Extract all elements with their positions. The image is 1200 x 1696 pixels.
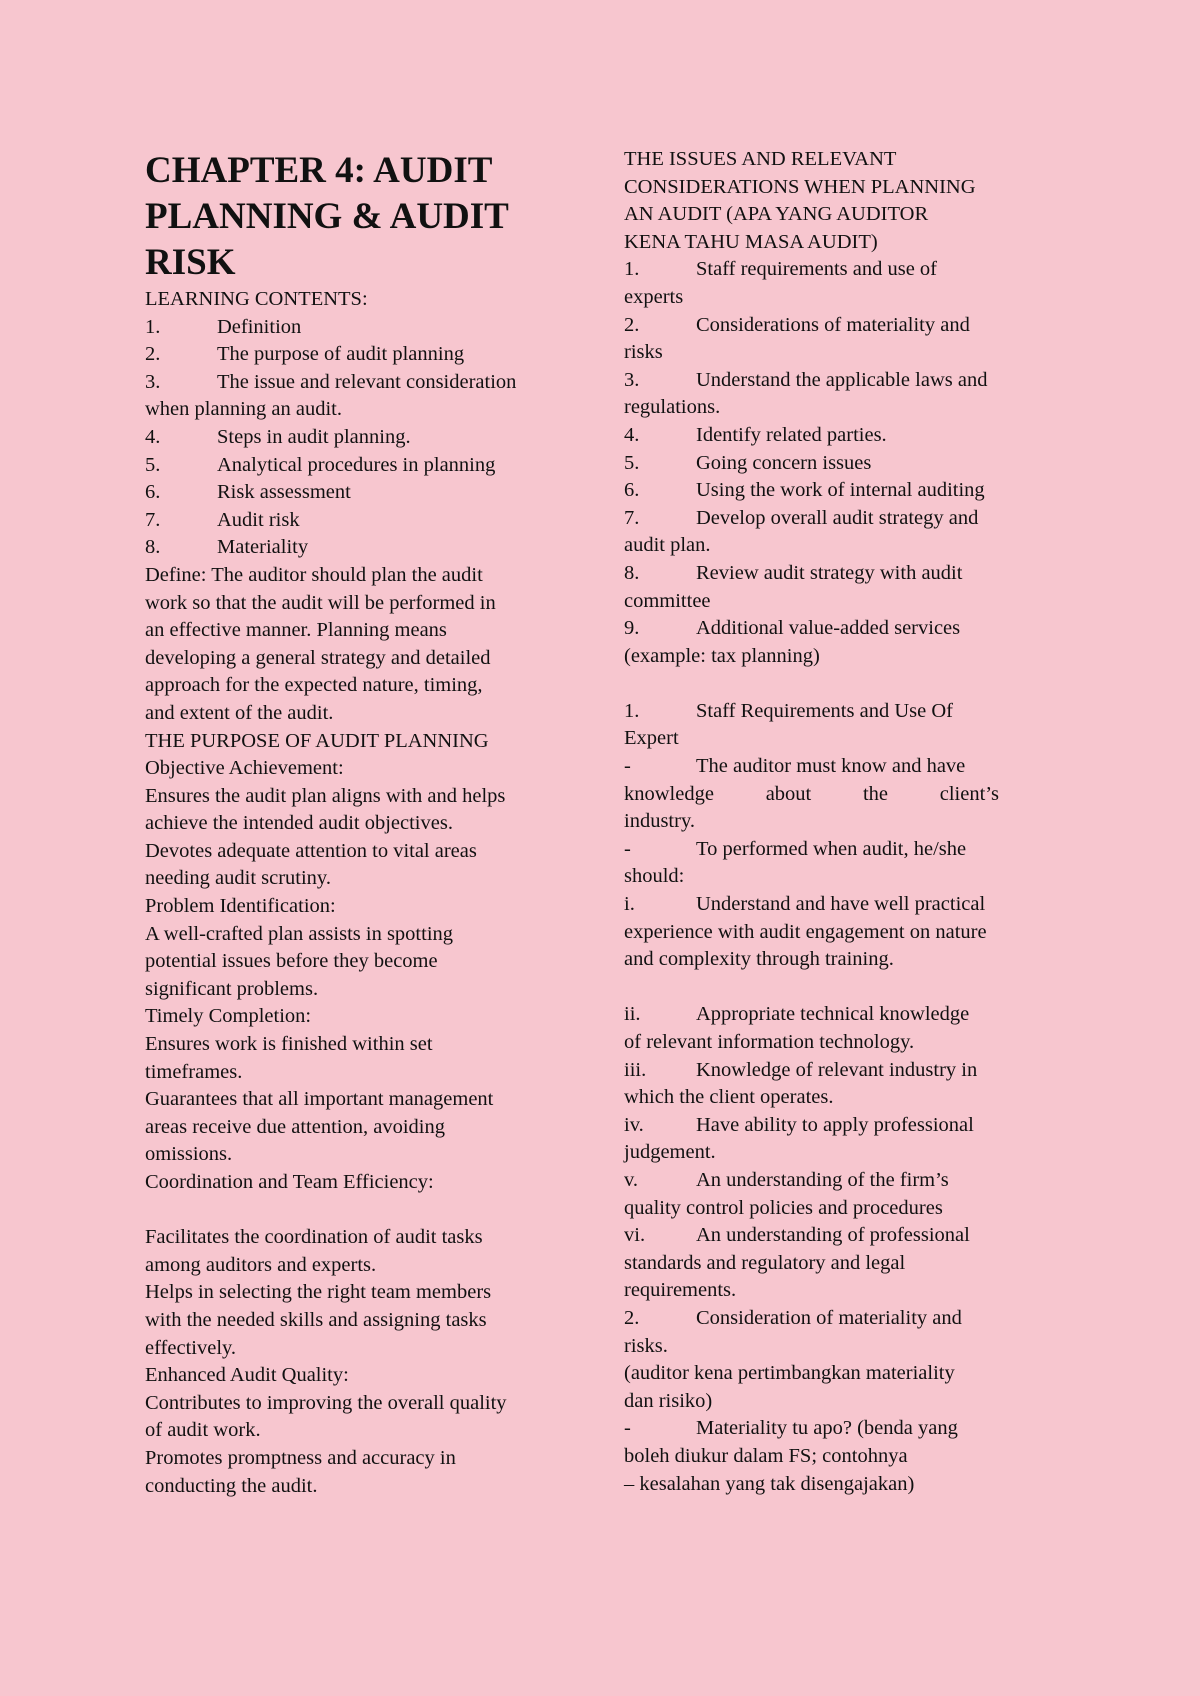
list-item [145,424,585,452]
list-item [624,753,1064,781]
purpose-line: Enhanced Audit Quality: [145,1364,349,1387]
list-item-text: Materiality [217,536,309,559]
definition-line: and extent of the audit. [145,701,334,724]
list-item-text: boleh diukur dalam FS; contohnya [624,1444,908,1467]
list-item-number: 1. [145,315,161,338]
definition-line: Define: The auditor should plan the audit [145,563,483,586]
list-item-number: 4. [145,425,161,448]
list-item-text: Knowledge of relevant industry in [696,1058,978,1081]
purpose-line: omissions. [145,1143,233,1166]
list-item-text: which the client operates. [624,1086,834,1109]
list-item-text: requirements. [624,1279,737,1302]
list-item-text: Going concern issues [696,451,872,474]
list-item-number: 5. [624,451,640,474]
justified-word: about [765,782,812,805]
blank-line [145,1197,585,1225]
purpose-line: with the needed skills and assigning tasks [145,1308,487,1331]
list-item-text: Understand and have well practical [696,893,986,916]
list-item-number: ii. [624,1003,641,1026]
list-item-text: – kesalahan yang tak disengajakan) [624,1472,915,1495]
list-item-continuation [624,1471,1064,1499]
list-item [624,1415,1064,1443]
list-item [145,507,585,535]
list-item-text: Steps in audit planning. [217,425,411,448]
list-item-text: (auditor kena pertimbangkan materiality [624,1362,955,1385]
list-item-continuation [624,808,1064,836]
list-item-text: Analytical procedures in planning [217,453,496,476]
purpose-line: Helps in selecting the right team members [145,1281,492,1304]
justified-word: the [862,782,889,805]
definition-line: developing a general strategy and detailed [145,646,491,669]
purpose-line: significant problems. [145,977,319,1000]
list-item [624,836,1064,864]
list-item-continuation [624,863,1064,891]
list-item-number: iii. [624,1058,647,1081]
list-item-text: risks [624,341,663,364]
list-item-text: committee [624,589,711,612]
list-item-number: 2. [624,1306,640,1329]
definition-paragraph [145,562,585,728]
list-item [624,560,1064,588]
list-item-continuation [624,1250,1064,1278]
purpose-line: Guarantees that all important management [145,1088,494,1111]
list-item-number: i. [624,893,635,916]
justified-word: knowledge [624,782,714,805]
list-item-text: Definition [217,315,302,338]
list-item-number: 2. [624,313,640,336]
purpose-line: Timely Completion: [145,1005,312,1028]
list-item-text: Have ability to apply professional [696,1113,974,1136]
list-item [624,505,1064,533]
left-column [145,146,585,1500]
list-item-text: Appropriate technical knowledge [696,1003,970,1026]
list-item-text: Develop overall audit strategy and [696,506,979,529]
list-item [624,891,1064,919]
purpose-line: Coordination and Team Efficiency: [145,1171,434,1193]
list-item-number: 7. [624,506,640,529]
purpose-line: A well-crafted plan assists in spotting [145,922,454,945]
list-item-text: Risk assessment [217,481,351,504]
list-item-continuation [624,1360,1064,1388]
list-item-continuation [624,394,1064,422]
list-item-text: dan risiko) [624,1389,713,1412]
list-item [624,698,1064,726]
purpose-line: conducting the audit. [145,1474,318,1497]
purpose-line: needing audit scrutiny. [145,867,331,890]
list-item [624,1305,1064,1333]
list-item-continuation [624,1195,1064,1223]
list-item [145,534,585,562]
list-item-text: experts [624,285,684,308]
list-item-text: risks. [624,1334,668,1357]
list-item [145,369,585,397]
list-item-text: Using the work of internal auditing [696,479,985,502]
list-item [624,422,1064,450]
purpose-line: Ensures work is finished within set [145,1033,433,1056]
list-item-number: v. [624,1168,639,1191]
list-item-continuation [624,725,1064,753]
purpose-line: Promotes promptness and accuracy in [145,1446,456,1469]
list-item-number: 6. [624,479,640,502]
list-item-text: industry. [624,810,695,833]
issues-list [624,256,1064,670]
list-item-continuation [624,1443,1064,1471]
purpose-line: of audit work. [145,1419,261,1442]
right-column [624,146,1064,1498]
list-item-number: 8. [624,561,640,584]
list-item-text: judgement. [624,1141,716,1164]
purpose-line: Objective Achievement: [145,757,344,780]
purpose-line: Devotes adequate attention to vital areas [145,839,477,862]
list-item-text: An understanding of the firm’s [696,1168,949,1191]
list-item-text: Consideration of materiality and [696,1306,962,1329]
purpose-line: achieve the intended audit objectives. [145,812,453,835]
list-item-number: - [624,837,631,860]
list-item-continuation [624,643,1064,671]
list-item-continuation [624,532,1064,560]
list-item-text: Materiality tu apo? (benda yang [696,1417,958,1440]
list-item-number: 4. [624,423,640,446]
list-item-text: when planning an audit. [145,398,342,421]
list-item-text: and complexity through training. [624,948,894,971]
list-item-text: Considerations of materiality and [696,313,970,336]
issues-heading-line: AN AUDIT (APA YANG AUDITOR [624,203,929,226]
issues-heading-line: CONSIDERATIONS WHEN PLANNING [624,175,976,198]
list-item [145,341,585,369]
list-item-text: Identify related parties. [696,423,887,446]
issues-heading-line: KENA TAHU MASA AUDIT) [624,230,878,253]
list-item-number: 6. [145,481,161,504]
chapter-title: CHAPTER 4: AUDIT PLANNING & AUDIT RISK [145,150,509,283]
list-item-text: should: [624,865,685,888]
list-item-number: vi. [624,1224,646,1247]
list-item-text: regulations. [624,396,721,419]
list-item [624,256,1064,284]
staff-requirements-section [624,698,1064,1498]
list-item [624,1057,1064,1085]
list-item-continuation [624,1084,1064,1112]
list-item-text: Review audit strategy with audit [696,561,963,584]
list-item-continuation [624,1333,1064,1361]
purpose-line: timeframes. [145,1060,243,1083]
purpose-line: areas receive due attention, avoiding [145,1115,445,1138]
purpose-line: potential issues before they become [145,950,438,973]
blank-line [624,670,1064,698]
list-item-text: Understand the applicable laws and [696,368,988,391]
purpose-line: Ensures the audit plan aligns with and helps [145,784,506,807]
list-item [145,452,585,480]
list-item-number: - [624,1417,631,1440]
list-item-text: An understanding of professional [696,1224,970,1247]
list-item-number: 7. [145,508,161,531]
blank-line [624,974,1064,1002]
list-item [624,615,1064,643]
list-item-number: 5. [145,453,161,476]
list-item [145,314,585,342]
list-item-text: standards and regulatory and legal [624,1251,906,1274]
list-item-number: 3. [624,368,640,391]
list-item-text: quality control policies and procedures [624,1196,943,1219]
list-item-continuation [624,946,1064,974]
purpose-line: Facilitates the coordination of audit tasks [145,1226,483,1249]
list-item [624,367,1064,395]
list-item-number: 8. [145,536,161,559]
list-item-number: 3. [145,370,161,393]
list-item [624,477,1064,505]
learning-contents-list [145,314,585,562]
list-item-continuation [624,1388,1064,1416]
list-item-continuation [624,1277,1064,1305]
list-item-text: of relevant information technology. [624,1031,915,1053]
list-item-continuation [624,339,1064,367]
list-item-text: Audit risk [217,508,300,531]
definition-line: an effective manner. Planning means [145,619,447,642]
learning-contents-heading: LEARNING CONTENTS: [145,288,368,310]
purpose-heading: THE PURPOSE OF AUDIT PLANNING [145,729,489,752]
list-item-text: The auditor must know and have [696,755,966,778]
list-item-text: To performed when audit, he/she [696,837,967,860]
issues-heading [624,146,1064,256]
purpose-line: effectively. [145,1336,237,1359]
list-item [624,1112,1064,1140]
list-item-number: 1. [624,699,640,722]
list-item [145,479,585,507]
list-item-text: audit plan. [624,534,711,557]
list-item-text: experience with audit engagement on nature [624,920,987,943]
definition-line: approach for the expected nature, timing, [145,674,483,697]
list-item-text: Expert [624,727,679,750]
list-item-text: Staff requirements and use of [696,258,937,281]
list-item-number: - [624,755,631,778]
justified-word: client’s [939,782,999,805]
list-item-text: (example: tax planning) [624,644,820,667]
list-item-continuation [624,284,1064,312]
list-item-text: Additional value-added services [696,617,961,640]
definition-line: work so that the audit will be performed in [145,591,496,614]
list-item [624,1222,1064,1250]
list-item [624,450,1064,478]
issues-heading-line: THE ISSUES AND RELEVANT [624,148,897,170]
list-item [624,1001,1064,1029]
list-item-continuation [624,1029,1064,1057]
list-item-text: The purpose of audit planning [217,343,465,366]
list-item-continuation [624,1139,1064,1167]
purpose-line: Problem Identification: [145,895,336,918]
purpose-line: Contributes to improving the overall quality [145,1391,507,1414]
list-item-number: iv. [624,1113,644,1136]
list-item [624,312,1064,340]
list-item-number: 2. [145,343,161,366]
list-item-continuation [624,781,999,809]
purpose-section [145,755,585,1500]
list-item-continuation [624,588,1064,616]
list-item-continuation [145,396,585,424]
list-item-number: 1. [624,258,640,281]
list-item-text: Staff Requirements and Use Of [696,699,953,722]
purpose-line: among auditors and experts. [145,1253,377,1276]
list-item-number: 9. [624,617,640,640]
list-item-continuation [624,919,1064,947]
list-item-text: The issue and relevant consideration [217,370,517,393]
list-item [624,1167,1064,1195]
